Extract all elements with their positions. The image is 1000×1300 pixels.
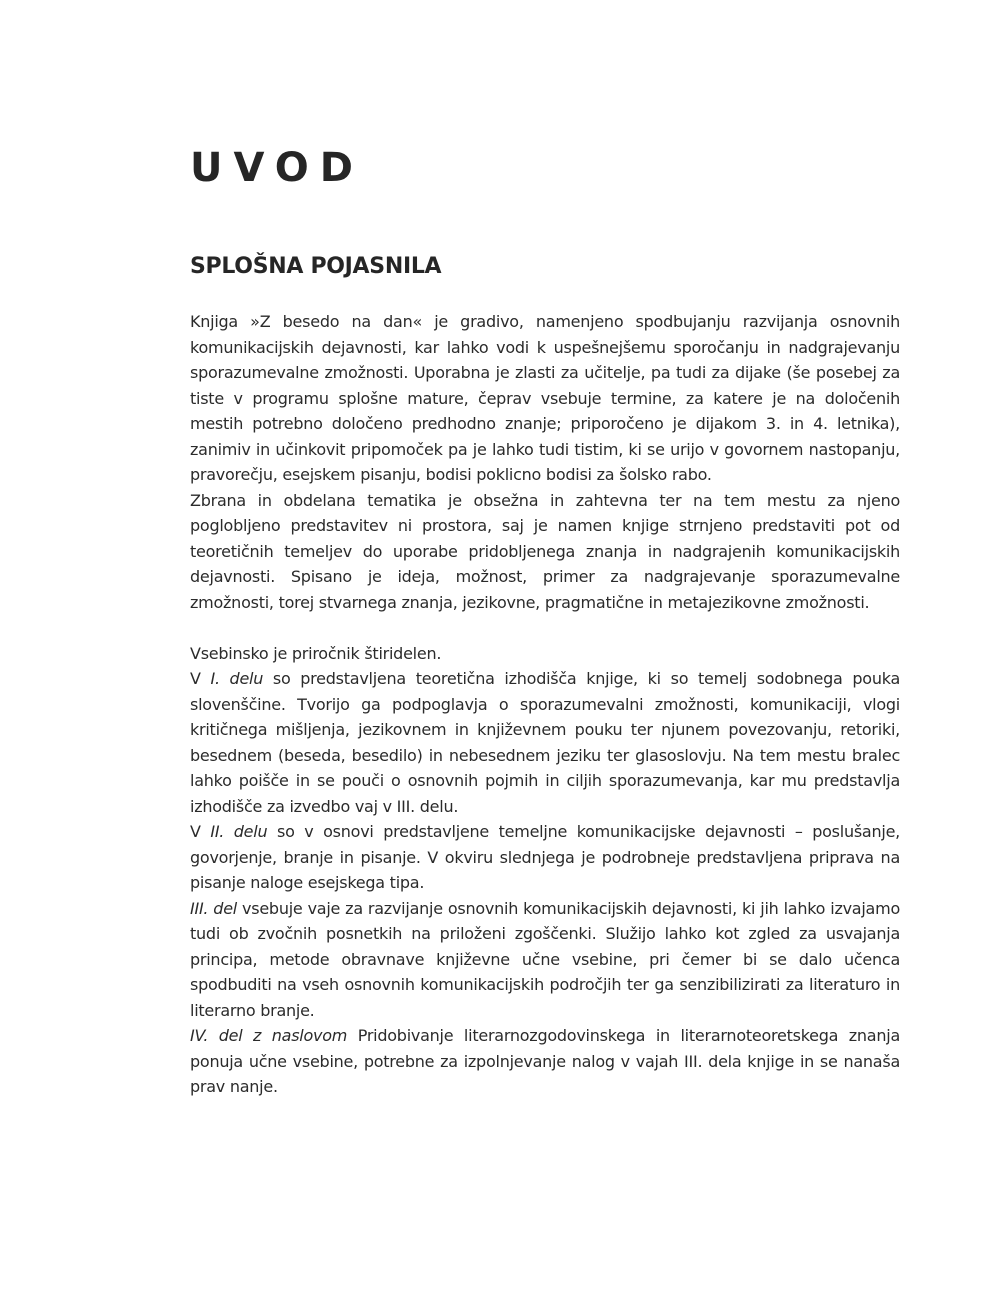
chapter-title: UVOD [190,145,364,191]
part-three-label: III. del [190,898,237,918]
part-three-text: vsebuje vaje za razvijanje osnovnih komunikacijskih dejavnosti, ki jih lahko izvajamo tudi ob zvočnih posnetkih na priloženi zgoščenki. Služijo lahko kot zgled za usvajanja principa, metode obravnave književne učne vsebine, pri čemer bi se dalo učenca spodbuditi na vseh osnovnih komunikacijskih področjih ter ga senzibilizirati za literaturo in literarno branje. [190,898,900,1020]
paragraph-part-one [190,666,900,819]
paragraph-part-three [190,896,900,1024]
section-title: SPLOŠNA POJASNILA [190,254,442,279]
paragraph-part-four [190,1023,900,1100]
paragraph-structure: Vsebinsko je priročnik štiridelen. [190,643,442,663]
paragraph-part-two [190,819,900,896]
part-two-prefix: V [190,822,211,841]
part-one-prefix: V [190,669,211,688]
part-one-text: so predstavljena teoretična izhodišča knjige, ki so temelj sodobnega pouka slovenščine. Tvorijo ga podpoglavja o sporazumevalni zmožnosti, komunikaciji, vlogi kritičnega mišljenja, jezikovnem in književnem pouku ter njunem povezovanju, retoriki, besednem (beseda, besedilo) in nebesednem jeziku ter glasoslovju. Na tem mestu bralec lahko poišče in se pouči o osnovnih pojmih in ciljih sporazumevanja, kar mu predstavlja izhodišče za izvedbo vaj v III. delu. [190,669,901,816]
paragraph-intro: Knjiga »Z besedo na dan« je gradivo, namenjeno spodbujanju razvijanja osnovnih komunikacijskih dejavnosti, kar lahko vodi k uspešnejšemu sporočanju in nadgrajevanju sporazumevalne zmožnosti. Uporabna je zlasti za učitelje, pa tudi za dijake (še posebej za tiste v programu splošne mature, čeprav vsebuje termine, za katere je na določenih mestih potrebno določeno predhodno znanje; priporočeno je dijakom 3. in 4. letnika), zanimiv in učinkovit pripomoček pa je lahko tudi tistim, ki se urijo v govornem nastopanju, pravorečju, esejskem pisanju, bodisi poklicno bodisi za šolsko rabo. [190,312,900,484]
part-two-text: so v osnovi predstavljene temeljne komunikacijske dejavnosti – poslušanje, govorjenje, branje in pisanje. V okviru slednjega je podrobneje predstavljena priprava na pisanje naloge esejskega tipa. [190,822,901,892]
part-one-label: I. delu [210,669,264,688]
paragraph-scope: Zbrana in obdelana tematika je obsežna in zahtevna ter na tem mestu za njeno poglobljeno predstavitev ni prostora, saj je namen knjige strnjeno predstaviti pot od teoretičnih temeljev do uporabe pridobljenega znanja in nadgrajenih komunikacijskih dejavnosti. Spisano je ideja, možnost, primer za nadgrajevanje sporazumevalne zmožnosti, torej stvarnega znanja, jezikovne, pragmatične in metajezikovne zmožnosti. [190,490,900,612]
part-two-label: II. delu [210,822,268,841]
body-text [190,309,900,1100]
part-four-text: Pridobivanje literarnozgodovinskega in literarnoteoretskega znanja ponuja učne vsebine, potrebne za izpolnjevanje nalog v vajah III. dela knjige in se nanaša prav nanje. [190,1026,901,1096]
part-four-label: IV. del z naslovom [190,1026,348,1045]
